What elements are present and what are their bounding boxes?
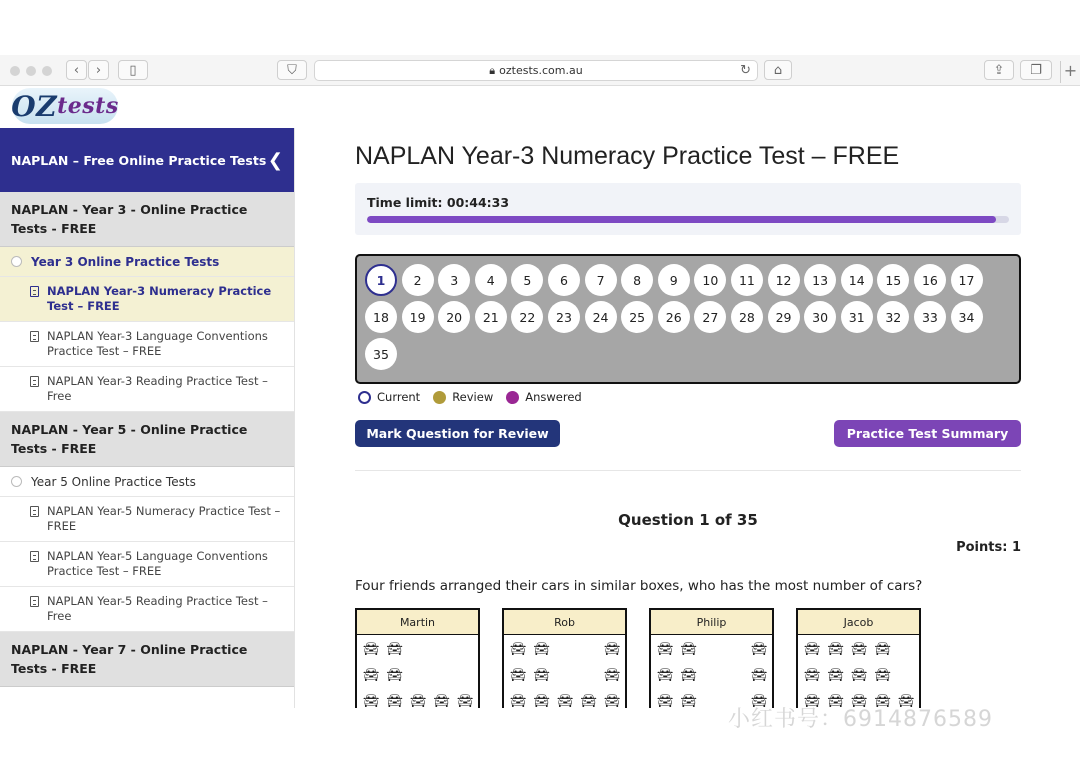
sidebar-header[interactable]: NAPLAN – Free Online Practice Tests ❮ <box>0 128 294 192</box>
question-button-10[interactable]: 10 <box>694 264 726 296</box>
window-close-dot[interactable] <box>10 66 20 76</box>
share-icon[interactable]: ⇪ <box>984 60 1014 80</box>
back-icon[interactable]: ‹ <box>66 60 87 80</box>
sidebar-section-year5[interactable]: NAPLAN - Year 5 - Online Practice Tests - FREE <box>0 412 294 467</box>
answered-status-icon <box>506 391 519 404</box>
question-button-14[interactable]: 14 <box>841 264 873 296</box>
question-button-28[interactable]: 28 <box>731 301 763 333</box>
car-icon: 🚘︎ <box>874 668 892 683</box>
watermark: 小红书号：6914876589 <box>728 707 993 732</box>
car-icon: 🚘︎ <box>386 668 404 683</box>
forward-icon[interactable]: › <box>88 60 109 80</box>
car-icon: 🚘︎ <box>510 694 527 709</box>
sidebar-item-y3-numeracy[interactable]: NAPLAN Year-3 Numeracy Practice Test – FREE <box>0 277 294 322</box>
car-icon: 🚘︎ <box>557 694 574 709</box>
question-button-2[interactable]: 2 <box>402 264 434 296</box>
sidebar-item-y3-language[interactable]: NAPLAN Year-3 Language Conventions Practice Test – FREE <box>0 322 294 367</box>
question-button-6[interactable]: 6 <box>548 264 580 296</box>
car-icon: 🚘︎ <box>751 694 768 709</box>
car-icon: 🚘︎ <box>657 642 674 657</box>
document-icon <box>30 376 39 387</box>
car-icon: 🚘︎ <box>827 642 845 657</box>
question-button-19[interactable]: 19 <box>402 301 434 333</box>
car-icon: 🚘︎ <box>604 694 621 709</box>
current-status-icon <box>358 391 371 404</box>
question-button-9[interactable]: 9 <box>658 264 690 296</box>
car-icon: 🚘︎ <box>851 642 868 657</box>
sidebar-sub-year5[interactable]: Year 5 Online Practice Tests <box>0 467 294 497</box>
new-tab-icon[interactable]: + <box>1060 61 1080 83</box>
car-box-martin <box>355 608 480 708</box>
car-icon: 🚘︎ <box>386 694 404 709</box>
document-icon <box>30 596 39 607</box>
question-button-7[interactable]: 7 <box>585 264 617 296</box>
question-button-26[interactable]: 26 <box>658 301 690 333</box>
question-button-21[interactable]: 21 <box>475 301 507 333</box>
car-box-name: Rob <box>504 610 625 635</box>
question-button-3[interactable]: 3 <box>438 264 470 296</box>
status-legend: Current Review Answered <box>358 390 589 404</box>
mark-for-review-button[interactable]: Mark Question for Review <box>355 420 560 447</box>
car-icon: 🚘︎ <box>604 668 621 683</box>
question-button-18[interactable]: 18 <box>365 301 397 333</box>
lock-icon: 🔒︎ <box>489 63 496 77</box>
points-label: Points: 1 <box>956 540 1021 555</box>
car-icon: 🚘︎ <box>363 694 380 709</box>
practice-test-summary-button[interactable]: Practice Test Summary <box>834 420 1021 447</box>
document-icon <box>30 506 39 517</box>
car-icon: 🚘︎ <box>386 642 404 657</box>
sidebar-sub-year3[interactable]: Year 3 Online Practice Tests <box>0 247 294 277</box>
time-progress-bar <box>367 216 1009 223</box>
radio-dot-icon <box>11 256 22 267</box>
sidebar-section-year7[interactable]: NAPLAN - Year 7 - Online Practice Tests - FREE <box>0 632 294 687</box>
question-button-34[interactable]: 34 <box>951 301 983 333</box>
question-button-29[interactable]: 29 <box>768 301 800 333</box>
car-icon: 🚘︎ <box>457 694 474 709</box>
car-icon: 🚘︎ <box>851 668 868 683</box>
chevron-left-icon[interactable]: ❮ <box>267 149 283 171</box>
sidebar-item-y5-language[interactable]: NAPLAN Year-5 Language Conventions Practice Test – FREE <box>0 542 294 587</box>
question-button-4[interactable]: 4 <box>475 264 507 296</box>
car-icon: 🚘︎ <box>804 694 821 709</box>
car-box-name: Jacob <box>798 610 919 635</box>
question-button-20[interactable]: 20 <box>438 301 470 333</box>
review-status-icon <box>433 391 446 404</box>
question-button-24[interactable]: 24 <box>585 301 617 333</box>
browser-toolbar <box>0 55 1080 86</box>
car-icon: 🚘︎ <box>827 694 845 709</box>
question-button-1[interactable]: 1 <box>365 264 397 296</box>
car-icon: 🚘︎ <box>410 694 427 709</box>
sidebar-item-y5-numeracy[interactable]: NAPLAN Year-5 Numeracy Practice Test – FREE <box>0 497 294 542</box>
document-icon <box>30 551 39 562</box>
question-button-16[interactable]: 16 <box>914 264 946 296</box>
sidebar-toggle-icon[interactable]: ▯ <box>118 60 148 80</box>
car-box-jacob <box>796 608 921 708</box>
question-button-23[interactable]: 23 <box>548 301 580 333</box>
car-icon: 🚘︎ <box>533 642 551 657</box>
time-limit-label: Time limit: 00:44:33 <box>367 195 510 210</box>
question-button-33[interactable]: 33 <box>914 301 946 333</box>
url-text: oztests.com.au <box>499 64 583 77</box>
sidebar-item-y5-reading[interactable]: NAPLAN Year-5 Reading Practice Test – Free <box>0 587 294 632</box>
page-title: NAPLAN Year-3 Numeracy Practice Test – FREE <box>355 142 900 170</box>
question-button-12[interactable]: 12 <box>768 264 800 296</box>
question-button-15[interactable]: 15 <box>877 264 909 296</box>
car-icon: 🚘︎ <box>680 694 698 709</box>
reload-icon[interactable]: ↻ <box>740 63 751 78</box>
window-minimize-dot[interactable] <box>26 66 36 76</box>
question-button-22[interactable]: 22 <box>511 301 543 333</box>
document-icon <box>30 331 39 342</box>
question-text: Four friends arranged their cars in similar boxes, who has the most number of cars? <box>355 578 923 594</box>
car-box-name: Philip <box>651 610 772 635</box>
divider <box>355 470 1021 471</box>
car-box-rob <box>502 608 627 708</box>
question-button-13[interactable]: 13 <box>804 264 836 296</box>
car-icon: 🚘︎ <box>657 668 674 683</box>
car-icon: 🚘︎ <box>363 668 380 683</box>
home-icon[interactable]: ⌂ <box>764 60 792 80</box>
sidebar <box>0 128 295 708</box>
car-icon: 🚘︎ <box>510 642 527 657</box>
car-icon: 🚘︎ <box>851 694 868 709</box>
car-icon: 🚘︎ <box>680 642 698 657</box>
document-icon <box>30 286 39 297</box>
car-icon: 🚘︎ <box>898 694 915 709</box>
question-button-11[interactable]: 11 <box>731 264 763 296</box>
shield-icon[interactable]: ⛉ <box>277 60 307 80</box>
time-limit-panel <box>355 183 1021 235</box>
car-icon: 🚘︎ <box>827 668 845 683</box>
question-button-35[interactable]: 35 <box>365 338 397 370</box>
question-button-5[interactable]: 5 <box>511 264 543 296</box>
car-icon: 🚘︎ <box>433 694 451 709</box>
car-icon: 🚘︎ <box>751 642 768 657</box>
question-button-32[interactable]: 32 <box>877 301 909 333</box>
car-icon: 🚘︎ <box>510 668 527 683</box>
car-icon: 🚘︎ <box>874 694 892 709</box>
sidebar-item-y3-reading[interactable]: NAPLAN Year-3 Reading Practice Test – Free <box>0 367 294 412</box>
question-button-27[interactable]: 27 <box>694 301 726 333</box>
question-button-30[interactable]: 30 <box>804 301 836 333</box>
question-button-17[interactable]: 17 <box>951 264 983 296</box>
car-icon: 🚘︎ <box>680 668 698 683</box>
question-button-31[interactable]: 31 <box>841 301 873 333</box>
sidebar-section-year3[interactable]: NAPLAN - Year 3 - Online Practice Tests - FREE <box>0 192 294 247</box>
car-icon: 🚘︎ <box>751 668 768 683</box>
car-icon: 🚘︎ <box>533 694 551 709</box>
car-box-philip <box>649 608 774 708</box>
car-box-name: Martin <box>357 610 478 635</box>
car-icon: 🚘︎ <box>804 642 821 657</box>
car-icon: 🚘︎ <box>580 694 598 709</box>
car-icon: 🚘︎ <box>604 642 621 657</box>
question-button-25[interactable]: 25 <box>621 301 653 333</box>
car-icon: 🚘︎ <box>363 642 380 657</box>
address-bar[interactable] <box>314 60 758 81</box>
site-logo[interactable]: O Z tests <box>11 89 119 123</box>
question-navigator <box>355 254 1021 384</box>
car-icon: 🚘︎ <box>657 694 674 709</box>
car-icon: 🚘︎ <box>533 668 551 683</box>
car-icon: 🚘︎ <box>804 668 821 683</box>
car-icon: 🚘︎ <box>874 642 892 657</box>
time-progress-fill <box>367 216 996 223</box>
question-header: Question 1 of 35 <box>618 511 758 529</box>
window-zoom-dot[interactable] <box>42 66 52 76</box>
tabs-icon[interactable]: ❐ <box>1020 60 1052 80</box>
question-button-8[interactable]: 8 <box>621 264 653 296</box>
radio-dot-icon <box>11 476 22 487</box>
